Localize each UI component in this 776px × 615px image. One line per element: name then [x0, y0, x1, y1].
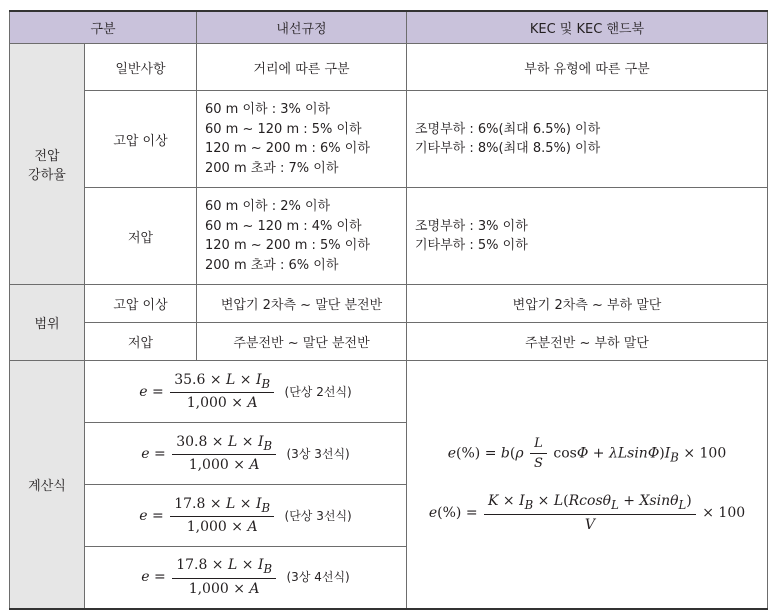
comparison-table	[9, 10, 768, 610]
calc-label: 계산식	[10, 361, 85, 609]
low-voltage-label: 저압	[85, 188, 197, 285]
table-row	[10, 44, 768, 91]
formula-note: (단상 2선식)	[284, 384, 352, 399]
formula-fraction: $\frac{35.6 \times L \times I_B}{1,000 \times A}$	[170, 372, 274, 412]
range-label: 범위	[10, 285, 85, 361]
kec-formulas	[407, 361, 768, 609]
general-label: 일반사항	[85, 44, 197, 91]
table-row	[10, 188, 768, 285]
header-category: 구분	[10, 11, 197, 44]
high-voltage-label: 고압 이상	[85, 91, 197, 188]
formula-fraction: $\frac{17.8 \times L \times I_B}{1,000 \times A}$	[170, 496, 274, 536]
formula-note: (3상 4선식)	[286, 570, 350, 585]
range-low-label: 저압	[85, 323, 197, 361]
formula-note: (단상 3선식)	[284, 508, 352, 523]
general-kec: 부하 유형에 따른 구분	[407, 44, 768, 91]
formula-fraction: $\frac{K \times I_B \times L(Rcos\theta_L + Xsin\theta_L)}{V}$	[484, 493, 696, 533]
formula-2: e = $\frac{30.8 \times L \times I_B}{1,000 \times A}$ (3상 3선식)	[85, 423, 407, 485]
low-voltage-naeseon: 60 m 이하 : 2% 이하 60 m ~ 120 m : 4% 이하 120 m ~ 200 m : 5% 이하 200 m 초과 : 6% 이하	[197, 188, 407, 285]
table-row	[10, 323, 768, 361]
range-high-label: 고압 이상	[85, 285, 197, 323]
range-low-kec: 주분전반 ~ 부하 말단	[407, 323, 768, 361]
kec-formula-1: e(%) = b(ρ $\frac{L}{S}$ $\cos\Phi + \lambda Lsin\Phi)I_B \times 100$	[447, 435, 727, 471]
header-kec: KEC 및 KEC 핸드북	[407, 11, 768, 44]
general-naeseon: 거리에 따른 구분	[197, 44, 407, 91]
formula-fraction: $\frac{17.8 \times L \times I_B}{1,000 \times A}$	[172, 557, 276, 597]
table-row	[10, 91, 768, 188]
formula-fraction: $\frac{30.8 \times L \times I_B}{1,000 \times A}$	[172, 434, 276, 474]
voltage-drop-label: 전압 강하율	[10, 44, 85, 285]
formula-1: e = $\frac{35.6 \times L \times I_B}{1,000 \times A}$ (단상 2선식)	[85, 361, 407, 423]
range-low-naeseon: 주분전반 ~ 말단 분전반	[197, 323, 407, 361]
table-row	[10, 285, 768, 323]
header-naeseon: 내선규정	[197, 11, 407, 44]
header-row	[10, 11, 768, 44]
formula-3: e = $\frac{17.8 \times L \times I_B}{1,000 \times A}$ (단상 3선식)	[85, 485, 407, 547]
formula-4: e = $\frac{17.8 \times L \times I_B}{1,000 \times A}$ (3상 4선식)	[85, 547, 407, 609]
range-high-kec: 변압기 2차측 ~ 부하 말단	[407, 285, 768, 323]
formula-note: (3상 3선식)	[286, 446, 350, 461]
low-voltage-kec: 조명부하 : 3% 이하 기타부하 : 5% 이하	[407, 188, 768, 285]
table-row	[10, 361, 768, 423]
formula-fraction: $\frac{L}{S}$	[530, 436, 547, 471]
high-voltage-naeseon: 60 m 이하 : 3% 이하 60 m ~ 120 m : 5% 이하 120 m ~ 200 m : 6% 이하 200 m 초과 : 7% 이하	[197, 91, 407, 188]
range-high-naeseon: 변압기 2차측 ~ 말단 분전반	[197, 285, 407, 323]
high-voltage-kec: 조명부하 : 6%(최대 6.5%) 이하 기타부하 : 8%(최대 8.5%) 이하	[407, 91, 768, 188]
kec-formula-2: e(%) = $\frac{K \times I_B \times L(Rcos\theta_L + Xsin\theta_L)}{V}$ × 100	[428, 492, 746, 533]
